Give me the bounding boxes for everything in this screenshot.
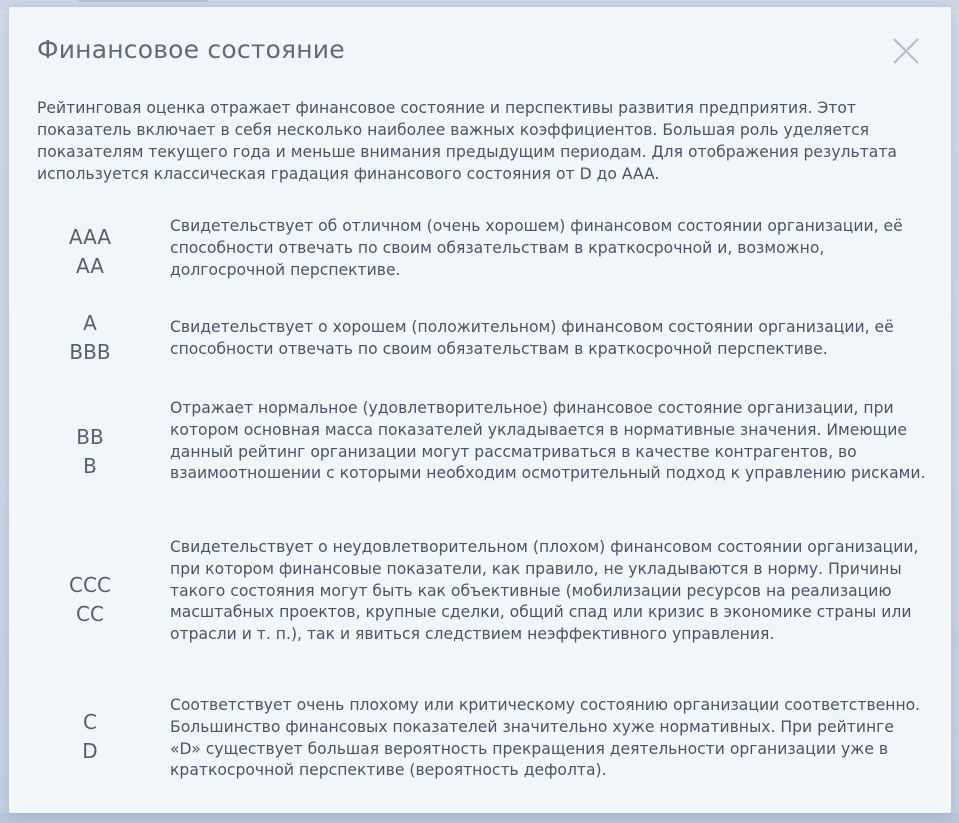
close-button[interactable]	[889, 34, 923, 68]
financial-state-modal	[9, 7, 951, 813]
rating-description: Свидетельствует о хорошем (положительном) финансовом состоянии организации, её способности отвечать по своим обязательствам в краткосрочной перспективе.	[170, 318, 894, 358]
rating-description: Свидетельствует об отличном (очень хорошем) финансовом состоянии организации, её способности отвечать по своим обязательствам в краткосрочной и, возможно, долгосрочной перспективе.	[170, 217, 903, 279]
rating-grades	[37, 571, 143, 629]
rating-description: Отражает нормальное (удовлетворительное) финансовое состояние организации, при котором основная масса показателей укладывается в нормативные значения. Имеющие данный рейтинг организации могут рассматриваться в качестве контрагентов, во взаимоотношении с которыми необходим осмотрительный подход к управлению рисками.	[170, 399, 926, 483]
rating-grade: CCC	[69, 573, 111, 597]
rating-grades	[37, 423, 143, 481]
rating-grade: AAA	[68, 225, 112, 249]
rating-description: Соответствует очень плохому или критическому состоянию организации соответственно. Большинство финансовых показателей значительно хуже нормативных. При рейтинге «D» существует большая вероятность прекращения деятельности организации уже в краткосрочной перспективе (вероятность дефолта).	[170, 696, 921, 780]
rating-grade: CC	[76, 602, 104, 626]
rating-grade: BB	[76, 425, 104, 449]
modal-title: Финансовое состояние	[37, 35, 345, 64]
backdrop-text-hint	[78, 0, 208, 2]
rating-grade: D	[82, 739, 98, 763]
rating-grades	[37, 223, 143, 281]
rating-grade: B	[83, 454, 97, 478]
rating-grades	[37, 708, 143, 766]
modal-intro-text: Рейтинговая оценка отражает финансовое состояние и перспективы развития предприятия. Этот показатель включает в себя несколько наиболее важных коэффициентов. Большая роль уделяется показателям текущего года и меньше внимания предыдущим периодам. Для отображения результата используется классическая градация финансового состояния от D до AAA.	[37, 99, 897, 183]
rating-grade: BBB	[69, 340, 111, 364]
rating-grade: C	[83, 710, 97, 734]
rating-grades	[37, 309, 143, 367]
rating-grade: AA	[76, 254, 104, 278]
close-icon[interactable]	[889, 34, 923, 68]
backdrop-bottom-strip	[0, 813, 959, 823]
rating-grade: A	[83, 311, 97, 335]
rating-description: Свидетельствует о неудовлетворительном (плохом) финансовом состоянии организации, при котором финансовые показатели, как правило, не укладываются в норму. Причины такого состояния могут быть как объективные (мобилизации ресурсов на реализацию масштабных проектов, крупные сделки, общий спад или кризис в экономике страны или отрасли и т. п.), так и явиться следствием неэффективного управления.	[170, 538, 919, 644]
